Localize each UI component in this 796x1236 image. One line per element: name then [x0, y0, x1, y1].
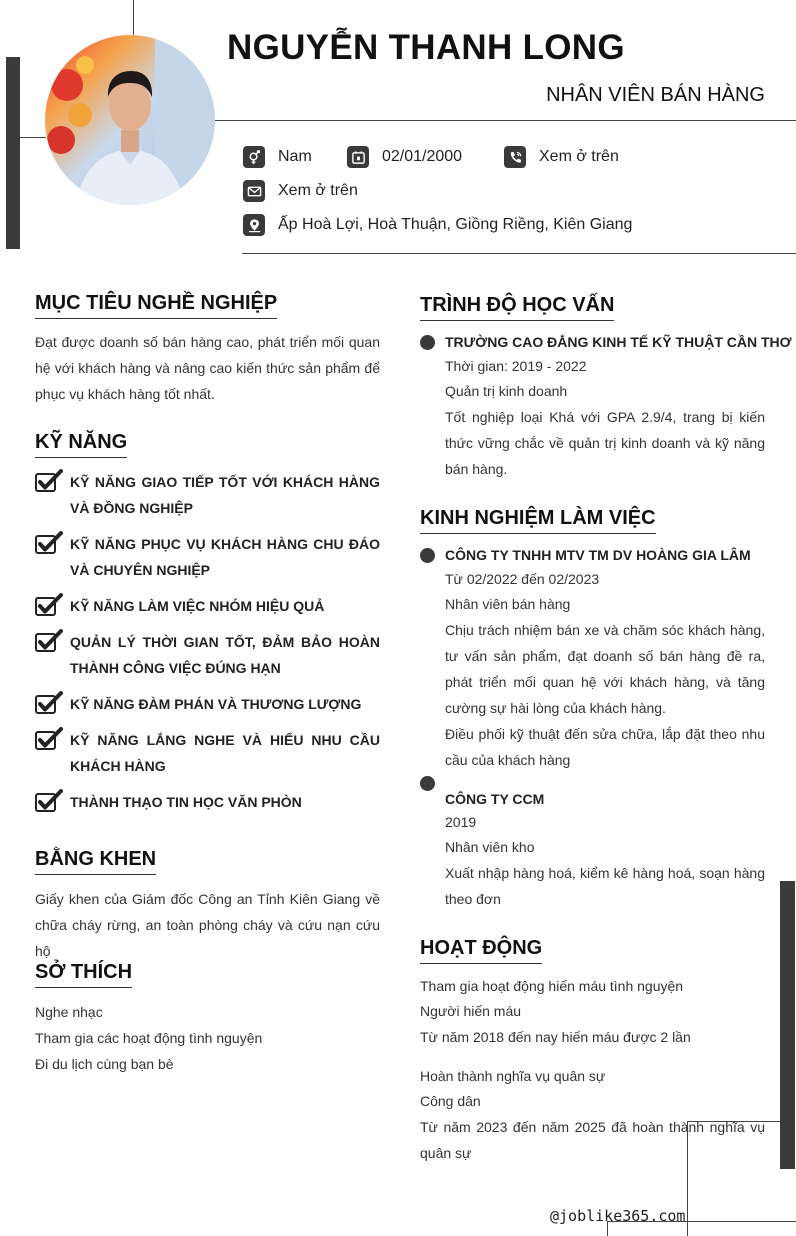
activity-desc: Từ năm 2023 đến năm 2025 đã hoàn thành nghĩa vụ quân sự [420, 1119, 765, 1161]
skill-item [35, 593, 380, 619]
checkbox-check-icon [35, 469, 63, 493]
calendar-icon [347, 146, 369, 168]
left-accent-bar [6, 57, 20, 249]
hobby-item: Nghe nhạc [35, 1004, 103, 1020]
email-value: Xem ở trên [278, 182, 358, 199]
skill-item [35, 691, 380, 717]
avatar-connector-line [20, 137, 46, 138]
job-desc: Xuất nhập hàng hoá, kiểm kê hàng hoá, soạn hàng theo đơn [445, 865, 765, 907]
activity-role: Người hiến máu [420, 1003, 522, 1019]
skill-label: KỸ NĂNG LÀM VIỆC NHÓM HIỆU QUẢ [70, 598, 325, 614]
job-time: Từ 02/2022 đến 02/2023 [445, 571, 600, 587]
checkbox-check-icon [35, 531, 63, 555]
education-time: Thời gian: 2019 - 2022 [445, 358, 587, 374]
experience-title: KINH NGHIỆM LÀM VIỆC [420, 507, 656, 534]
awards-title: BẰNG KHEN [35, 848, 156, 875]
skill-label: KỸ NĂNG PHỤC VỤ KHÁCH HÀNG CHU ĐÁO VÀ CHUYÊN NGHIỆP [70, 536, 380, 578]
phone-icon [504, 146, 526, 168]
skill-label: QUẢN LÝ THỜI GIAN TỐT, ĐẢM BẢO HOÀN THÀNH CÔNG VIỆC ĐÚNG HẠN [70, 634, 380, 676]
job-company: CÔNG TY CCM [445, 791, 545, 807]
skill-label: KỸ NĂNG GIAO TIẾP TỐT VỚI KHÁCH HÀNG VÀ ĐỒNG NGHIỆP [70, 474, 380, 516]
timeline-dot [420, 776, 435, 791]
activity-role: Công dân [420, 1093, 481, 1109]
gender-icon [243, 146, 265, 168]
skill-item [35, 531, 380, 583]
email-icon [243, 180, 265, 202]
skill-item [35, 469, 380, 521]
activity-desc: Từ năm 2018 đến nay hiến máu được 2 lần [420, 1029, 691, 1045]
job-time: 2019 [445, 814, 477, 830]
contact-phone [504, 146, 619, 168]
job-desc: Chịu trách nhiệm bán xe và chăm sóc khách hàng, tư vấn sản phẩm, đạt doanh số bán hàng đề ra, phát triển mối quan hệ với khách hàng, và tăng cường sự hài lòng của khách hàng. [445, 622, 765, 716]
checkbox-check-icon [35, 593, 63, 617]
address-value: Ấp Hoà Lợi, Hoà Thuận, Giồng Riềng, Kiên Giang [278, 216, 633, 233]
checkbox-check-icon [35, 629, 63, 653]
activity-name: Hoàn thành nghĩa vụ quân sự [420, 1068, 606, 1084]
contact-address [243, 214, 632, 236]
checkbox-check-icon [35, 789, 63, 813]
education-title: TRÌNH ĐỘ HỌC VẤN [420, 294, 614, 321]
activities-title: HOẠT ĐỘNG [420, 937, 542, 964]
top-divider-vertical [133, 0, 134, 35]
contact-divider [242, 253, 796, 254]
candidate-name: NGUYỄN THANH LONG [227, 28, 625, 67]
job-company: CÔNG TY TNHH MTV TM DV HOÀNG GIA LÂM [445, 547, 751, 563]
skills-title: KỸ NĂNG [35, 431, 127, 458]
objective-text: Đạt được doanh số bán hàng cao, phát triển mối quan hệ với khách hàng và nâng cao kiến thức sản phẩm để phục vụ khách hàng tốt nhất. [35, 334, 380, 402]
avatar [45, 35, 215, 205]
skill-item [35, 629, 380, 681]
hobbies-title: SỞ THÍCH [35, 961, 132, 988]
hobby-item: Đi du lịch cùng bạn bè [35, 1056, 174, 1072]
skill-item [35, 789, 380, 815]
watermark: @joblike365.com [550, 1207, 686, 1225]
job-desc: Điều phối kỹ thuật đến sửa chữa, lắp đặt theo nhu cầu của khách hàng [445, 726, 765, 768]
skill-label: THÀNH THẠO TIN HỌC VĂN PHÒN [70, 794, 302, 810]
skill-label: KỸ NĂNG ĐÀM PHÁN VÀ THƯƠNG LƯỢNG [70, 696, 362, 712]
job-role: Nhân viên bán hàng [445, 596, 571, 612]
contact-birthday [347, 146, 462, 168]
checkbox-check-icon [35, 691, 63, 715]
phone-value: Xem ở trên [539, 148, 619, 165]
checkbox-check-icon [35, 727, 63, 751]
gender-value: Nam [278, 148, 312, 165]
timeline-dot [420, 548, 435, 563]
skill-label: KỸ NĂNG LẮNG NGHE VÀ HIỂU NHU CẦU KHÁCH HÀNG [70, 732, 380, 774]
right-accent-bar [780, 881, 795, 1169]
contact-gender [243, 146, 312, 168]
job-title: NHÂN VIÊN BÁN HÀNG [546, 84, 765, 106]
contact-email [243, 180, 358, 202]
school-name: TRƯỜNG CAO ĐẲNG KINH TẾ KỸ THUẬT CẦN THƠ [445, 334, 792, 350]
birthday-value: 02/01/2000 [382, 148, 463, 165]
timeline-dot [420, 335, 435, 350]
profile-photo [45, 35, 215, 205]
activity-name: Tham gia hoạt động hiến máu tình nguyện [420, 978, 684, 994]
hobby-item: Tham gia các hoạt động tình nguyện [35, 1030, 263, 1046]
skill-item [35, 727, 380, 779]
location-pin-icon [243, 214, 265, 236]
education-major: Quản trị kinh doanh [445, 383, 568, 399]
header-divider [215, 120, 796, 121]
awards-text: Giấy khen của Giám đốc Công an Tỉnh Kiên Giang về chữa cháy rừng, an toàn phòng cháy và cứu nạn cứu hộ [35, 891, 380, 959]
job-role: Nhân viên kho [445, 839, 535, 855]
education-desc: Tốt nghiệp loại Khá với GPA 2.9/4, trang bị kiến thức vững chắc về quản trị kinh doanh và kỹ năng bán hàng. [445, 409, 765, 477]
objective-title: MỤC TIÊU NGHỀ NGHIỆP [35, 292, 277, 319]
